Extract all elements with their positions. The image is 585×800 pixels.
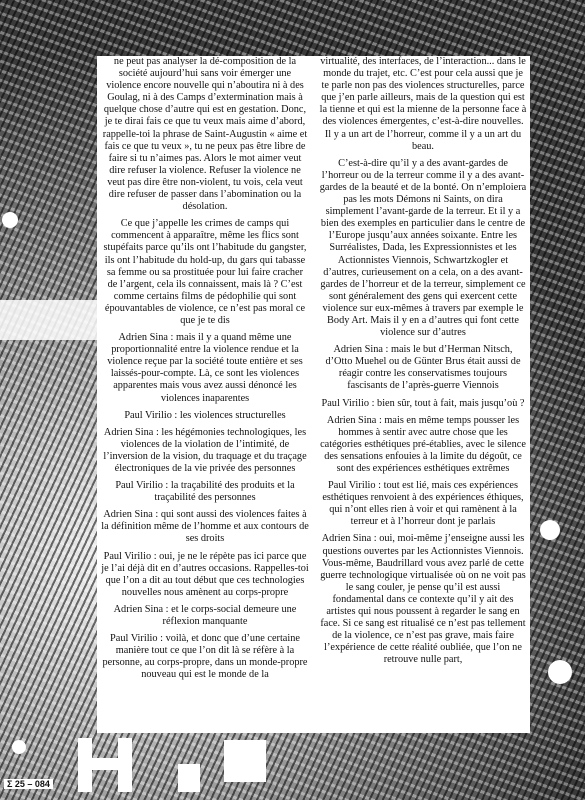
background-dot: [548, 660, 572, 684]
right-column: [319, 56, 527, 672]
speaker-name: Paul Virilio :: [328, 480, 381, 492]
left-column: [101, 56, 309, 687]
paragraph-text: la traçabilité des produits et la traçabilité des personnes: [154, 480, 295, 504]
speaker-name: Adrien Sina :: [321, 533, 377, 545]
paragraph: [319, 480, 527, 528]
speaker-name: Paul Virilio :: [103, 550, 157, 562]
speaker-name: Paul Virilio :: [110, 633, 163, 645]
background-dot: [12, 740, 26, 754]
paragraph: [101, 332, 309, 405]
paragraph-text: virtualité, des interfaces, de l’interaction... dans le monde du trajet, etc. C’est pour cela aussi que je te parle non pas des violences structurelles, parce que j’en parle ailleurs, mais de la question qui est la tienne et qui est la mienne de la personne face à des violences émergentes, c’est-à-dire nouvelles. Il y a un art de l’horreur, comme il y a un art du beau.: [319, 56, 527, 152]
paragraph: [319, 56, 527, 153]
background-dot: [2, 212, 18, 228]
paragraph: [101, 480, 309, 504]
paragraph-text: C’est-à-dire qu’il y a des avant-gardes de l’horreur ou de la terreur comme il y a des avant-gardes de la beauté et de la bonté. On n’emploiera pas les mots Démons ni Saints, on dira simplement l’avant-garde de la terreur. Et il y a bien des exemples en particulier dans le centre de l’Europe jusqu’aux années soixante. Entre les Surréalistes, Dada, les Expressionnistes et les Actionnistes Viennois, Schwartzkogler et d’autres, curieusement on a cela, on a des avant-gardes de l’horreur et de la terreur, simplement ce sont généralement des gens qui exercent cette violence sur eux-mêmes à travers par exemple le Body Art. Mais il y en a d’autres qui font cette violence sur d’autres: [319, 157, 527, 339]
speaker-name: Adrien Sina :: [103, 509, 159, 521]
paragraph: [101, 410, 309, 422]
paragraph-text: les violences structurelles: [179, 409, 286, 421]
paragraph: [319, 158, 527, 339]
speaker-name: Paul Virilio :: [124, 409, 178, 421]
page-number: Σ 25 – 084: [4, 779, 53, 789]
paragraph: [101, 604, 309, 628]
paragraph-text: Ce que j’appelle les crimes de camps qui commencent à apparaître, même les flics sont stupéfaits parce qu’ils ont l’habitude du gangster, ils ont l’habitude du hold-up, du gars qui tabasse sa femme ou sa prostituée pour lui faire cracher de l’argent, cela ils connaissent, mais là ? C’est comme certains films de pédophilie qui sont épouvantables de violence, ce n’est pas moral ce que je te dis: [103, 218, 307, 326]
paragraph-text: ne peut pas analyser la dé-composition de la société aujourd’hui sans voir émerger une violence encore nouvelle qui n’aboutira ni à des Goulag, ni à des Camps d’extermination mais à quelque chose d’autre qui est en gestation. Donc, je te dirai fais ce que tu veux mais aime d’abord, rappelle-toi la phrase de Saint-Augustin « aime et fais ce que tu veux », tu ne peux pas être libre de faire si tu n’aimes pas. Alors le mot aimer veut dire refuser la violence. Refuser la violence ne veut pas dire être non-violent, tu vois, cela veut dire refuser de passer dans l’abomination ou la désolation.: [102, 56, 308, 213]
speaker-name: Paul Virilio :: [115, 480, 169, 492]
paragraph: [101, 56, 309, 213]
paragraph-text: qui sont aussi des violences faites à la définition même de l’homme et aux contours de ses droits: [101, 509, 309, 545]
paragraph-text: mais il y a quand même une proportionnalité entre la violence rendue et la violence reçue par la société toute entière et ses laissés-pour-compte. Là, ce sont les violences apparentes mais vous avez aussi dénoncé les violences inaparentes: [107, 332, 303, 404]
paragraph: [319, 415, 527, 475]
speaker-name: Adrien Sina :: [118, 332, 174, 344]
paragraph-text: bien sûr, tout à fait, mais jusqu’où ?: [377, 397, 525, 409]
paragraph: [101, 509, 309, 545]
paragraph: [319, 533, 527, 666]
paragraph: [319, 344, 527, 392]
paragraph: [319, 398, 527, 410]
background-graphic: [0, 300, 100, 340]
paragraph: [101, 551, 309, 599]
background-dot: [540, 520, 560, 540]
speaker-name: Paul Virilio :: [321, 397, 375, 409]
paragraph-text: mais le but d’Herman Nitsch, d’Otto Muehel ou de Günter Brus était aussi de réagir contre les conservatismes toujours fascisants de l’après-guerre Viennois: [325, 344, 521, 392]
speaker-name: Adrien Sina :: [326, 414, 382, 426]
paragraph-text: mais en même temps pousser les hommes à sentir avec autre chose que les catégories esthétiques pré-établies, avec le silence des sensations enfouies à la limite du dégoût, ce sont des expériences esthétiques extrêmes: [320, 414, 526, 474]
paragraph-text: et le corps-social demeure une réflexion manquante: [162, 603, 297, 628]
text-panel: [97, 56, 530, 733]
paragraph-text: oui, je ne le répète pas ici parce que je l’ai déjà dit en d’autres occasions. Rappelles-toi que l’on a dit au tout début que ces technologies nouvelles nous amènent au corps-propre: [101, 550, 309, 598]
paragraph: [101, 427, 309, 475]
paragraph: [101, 218, 309, 327]
paragraph-text: les hégémonies technologiques, les violences de la violation de l’intimité, de l’inversion de la vision, du traquage et du traçage électroniques de la vie privée des personnes: [103, 426, 307, 474]
paragraph-text: tout est lié, mais ces expériences esthétiques renvoient à des expériences éthiques, qui n’ont elles rien à voir et qui ramènent à la terreur et à l’horreur dont je parlais: [322, 480, 524, 528]
background-letter-graphic: [78, 738, 132, 792]
paragraph-text: voilà, et donc que d’une certaine manière tout ce que l’on dit là se réfère à la personne, au corps-propre, dans un monde-propre nouveau qui est le monde de la: [102, 633, 308, 681]
paragraph: [101, 633, 309, 681]
paragraph-text: oui, moi-même j’enseigne aussi les questions ouvertes par les Actionnistes Viennois. Vous-même, Baudrillard vous avez parlé de cette guerre technologique virtualisée où on ne voit pas le sang couler, je pense qu’il est aussi fondamental dans ce contexte qu’il y ait des artistes qui nous poussent à regarder le sang en face. Si ce sang est ritualisé ce n’est pas tellement de la violence, ce n’est pas grave, mais faire l’expérience de cette réalité oubliée, que l’on ne retrouve nulle part,: [320, 533, 526, 666]
speaker-name: Adrien Sina :: [103, 426, 159, 438]
speaker-name: Adrien Sina :: [113, 603, 169, 615]
background-square: [178, 764, 200, 792]
speaker-name: Adrien Sina :: [333, 344, 389, 356]
background-square: [224, 740, 266, 782]
